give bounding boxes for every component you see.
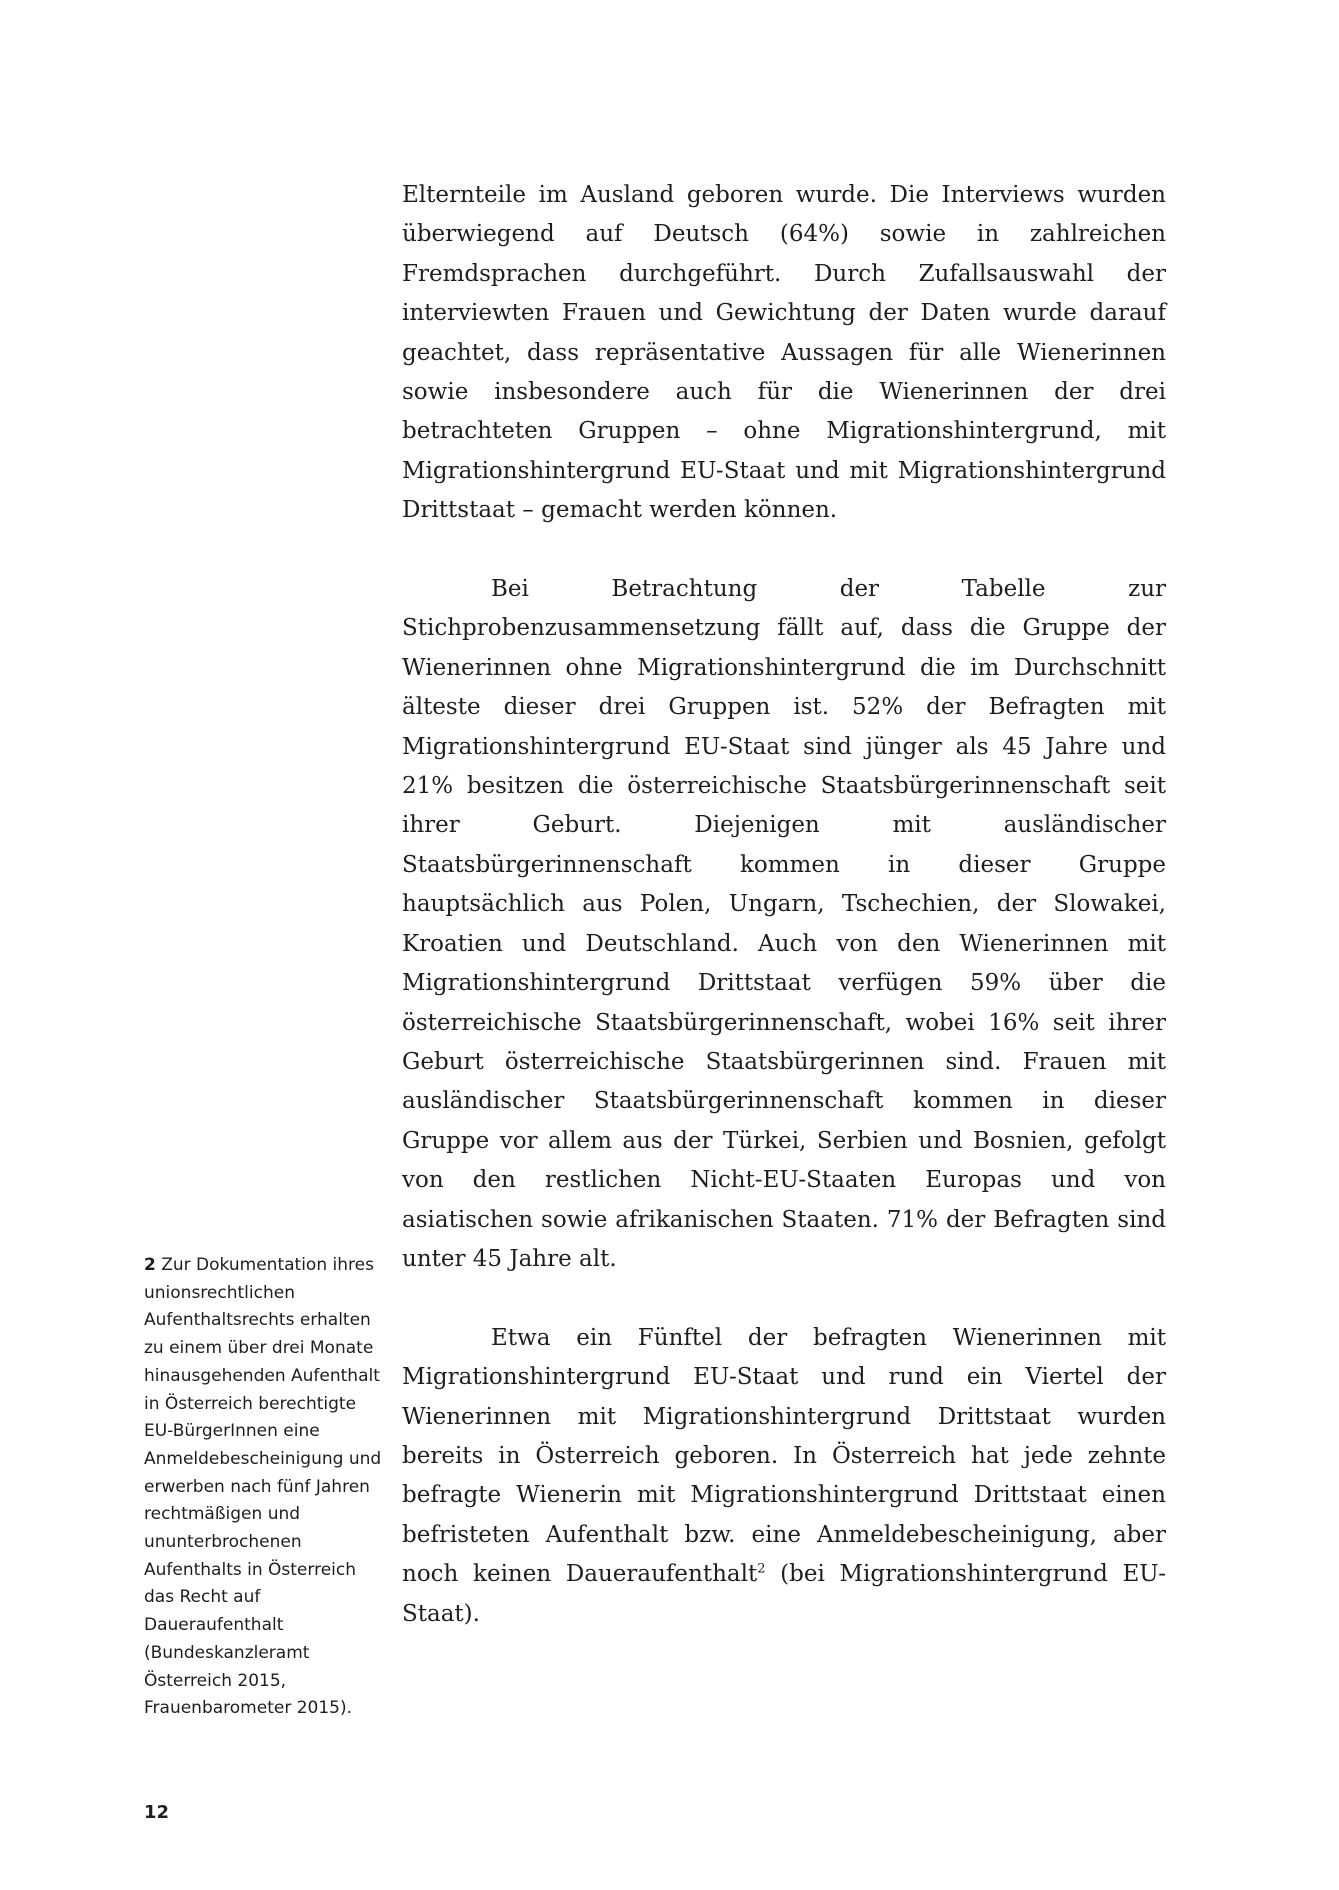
footnote [144,1252,384,1723]
footnote-text: Zur Dokumentation ihres unionsrechtlichen Aufenthaltsrechts erhalten zu einem über drei Monate hinausgehenden Aufenthalt in Österreich berechtigte EU-BürgerInnen eine Anmeldebescheinigung und erwerben nach fünf Jahren rechtmäßigen und ununterbrochenen Aufenthalts in Österreich das Recht auf Daueraufenthalt (Bundeskanzleramt Österreich 2015, Frauenbarometer 2015). [144,1255,382,1719]
page-number: 12 [144,1802,170,1823]
paragraph-3-tail: (bei Migrationshintergrund EU-Staat). [402,1561,1166,1627]
footnote-reference[interactable]: 2 [757,1561,766,1577]
footnote-number: 2 [144,1255,156,1275]
paragraph-1: Elternteile im Ausland geboren wurde. Die Interviews wurden überwiegend auf Deutsch (64%) sowie in zahlreichen Fremdsprachen durchgeführt. Durch Zufallsauswahl der interviewten Frauen und Gewichtung der Daten wurde darauf geachtet, dass repräsentative Aussagen für alle Wienerinnen sowie insbesondere auch für die Wienerinnen der drei betrachteten Gruppen – ohne Migrationshintergrund, mit Migrationshintergrund EU-Staat und mit Migrationshintergrund Drittstaat – gemacht werden können. [402,182,1166,524]
paragraph-3-text: Etwa ein Fünftel der befragten Wienerinnen mit Migrationshintergrund EU-Staat und rund ein Viertel der Wienerinnen mit Migrationshintergrund Drittstaat wurden bereits in Österreich geboren. In Österreich hat jede zehnte befragte Wienerin mit Migrationshintergrund Drittstaat einen befristeten Aufenthalt bzw. eine Anmeldebescheinigung, aber noch keinen Daueraufenthalt [402,1324,1166,1588]
main-text-column [402,176,1166,1673]
paragraph-2: Bei Betrachtung der Tabelle zur Stichprobenzusammensetzung fällt auf, dass die Gruppe der Wienerinnen ohne Migrationshintergrund die im Durchschnitt älteste dieser drei Gruppen ist. 52% der Befragten mit Migrationshintergrund EU-Staat sind jünger als 45 Jahre und 21% besitzen die österreichische Staatsbürgerinnenschaft seit ihrer Geburt. Diejenigen mit ausländischer Staatsbürgerinnenschaft kommen in dieser Gruppe hauptsächlich aus Polen, Ungarn, Tschechien, der Slowakei, Kroatien und Deutschland. Auch von den Wienerinnen mit Migrationshintergrund Drittstaat verfügen 59% über die österreichische Staatsbürgerinnenschaft, wobei 16% seit ihrer Geburt österreichische Staatsbürgerinnen sind. Frauen mit ausländischer Staatsbürgerinnenschaft kommen in dieser Gruppe vor allem aus der Türkei, Serbien und Bosnien, gefolgt von den restlichen Nicht-EU-Staaten Europas und von asiatischen sowie afrikanischen Staaten. 71% der Befragten sind unter 45 Jahre alt. [402,576,1166,1272]
paragraph-3 [402,1319,1166,1634]
